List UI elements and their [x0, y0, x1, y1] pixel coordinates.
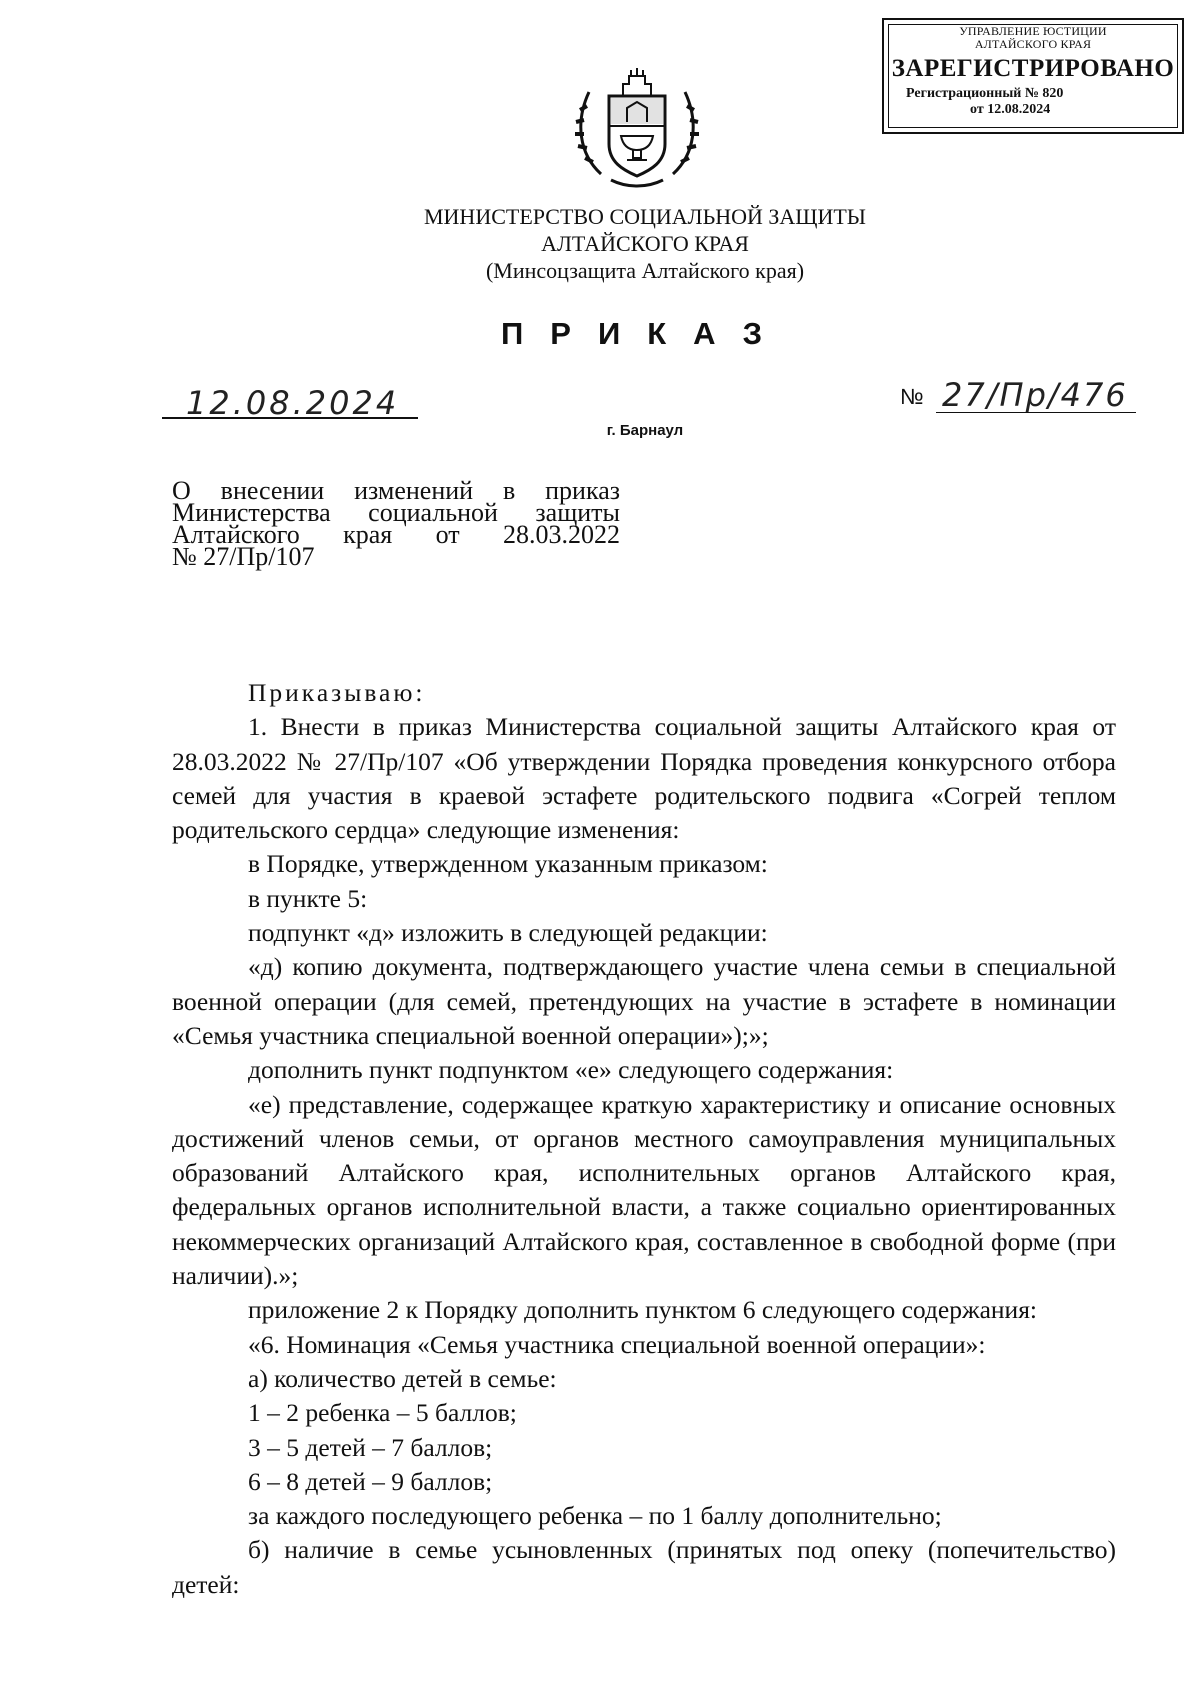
paragraph: в Порядке, утвержденном указанным приказом:	[248, 849, 768, 879]
paragraph: б) наличие в семье усыновленных (принятых под опеку (попечительство) детей:	[172, 1535, 1116, 1599]
paragraph: дополнить пункт подпунктом «е» следующего содержания:	[248, 1055, 894, 1085]
ministry-short-name: (Минсоцзащита Алтайского края)	[485, 258, 805, 283]
subject-line: Алтайского края от 28.03.2022	[172, 520, 620, 549]
stamp-registered: ЗАРЕГИСТРИРОВАНО	[891, 55, 1175, 82]
document-type-title: ПРИКАЗ	[501, 316, 789, 351]
subject-line: № 27/Пр/107	[172, 542, 315, 571]
paragraph-subitem-e: «е) представление, содержащее краткую характеристику и описание основных достижений членов семьи, от органов местного самоуправления муниципальных образований Алтайского края, исполнительных органов Алтайского края, федеральных органов исполнительной власти, а также социально ориентированных некоммерческих организаций Алтайского края, составленное в свободной форме (при наличии).»;	[172, 1089, 1116, 1291]
paragraph-item-1: 1. Внести в приказ Министерства социальной защиты Алтайского края от 28.03.2022 № 27/Пр/107 «Об утверждении Порядка проведения конкурсного отбора семей для участия в краевой эстафете родительского подвига «Согрей теплом родительского сердца» следующие изменения:	[172, 712, 1116, 845]
subject-line: Министерства социальной защиты	[172, 498, 620, 527]
paragraph-subitem-d: «д) копию документа, подтверждающего участие члена семьи в специальной военной операции (для семей, претендующих на участие в эстафете в номинации «Семья участника специальной военной операции»);»;	[172, 952, 1116, 1050]
paragraph: подпункт «д» изложить в следующей редакции:	[248, 918, 768, 948]
paragraph: в пункте 5:	[248, 883, 368, 913]
ministry-name-line1: МИНИСТЕРСТВО СОЦИАЛЬНОЙ ЗАЩИТЫ	[423, 204, 866, 229]
ministry-header	[0, 203, 1200, 284]
coat-of-arms-emblem	[571, 62, 703, 194]
stamp-reg-number: Регистрационный № 820	[906, 86, 1064, 101]
order-body	[172, 676, 1116, 1602]
number-underline	[936, 412, 1136, 413]
paragraph: за каждого последующего ребенка – по 1 баллу дополнительно;	[248, 1501, 942, 1531]
stamp-org-line1: УПРАВЛЕНИЕ ЮСТИЦИИ	[959, 24, 1107, 38]
ministry-name-line2: АЛТАЙСКОГО КРАЯ	[541, 231, 749, 256]
paragraph: приложение 2 к Порядку дополнить пунктом 6 следующего содержания:	[248, 1295, 1038, 1325]
city-label: г. Барнаул	[606, 422, 684, 439]
subject-block	[172, 476, 620, 571]
handwritten-date: 12.08.2024	[186, 384, 400, 422]
paragraph-score: 6 – 8 детей – 9 баллов;	[248, 1466, 493, 1496]
paragraph-score: 3 – 5 детей – 7 баллов;	[248, 1432, 493, 1462]
stamp-inner-border	[888, 24, 1178, 128]
subject-line: О внесении изменений в приказ	[172, 476, 620, 505]
number-sign: №	[900, 384, 924, 409]
order-word: Приказываю:	[248, 678, 426, 707]
paragraph-nomination-6: «6. Номинация «Семья участника специальной военной операции»:	[248, 1329, 986, 1359]
registration-stamp	[882, 18, 1184, 134]
paragraph: а) количество детей в семье:	[248, 1363, 557, 1393]
handwritten-number: 27/Пр/476	[942, 376, 1128, 414]
paragraph-score: 1 – 2 ребенка – 5 баллов;	[248, 1398, 517, 1428]
stamp-reg-date: от 12.08.2024	[970, 102, 1051, 117]
stamp-org-line2: АЛТАЙСКОГО КРАЯ	[974, 37, 1092, 51]
date-underline	[162, 417, 418, 419]
